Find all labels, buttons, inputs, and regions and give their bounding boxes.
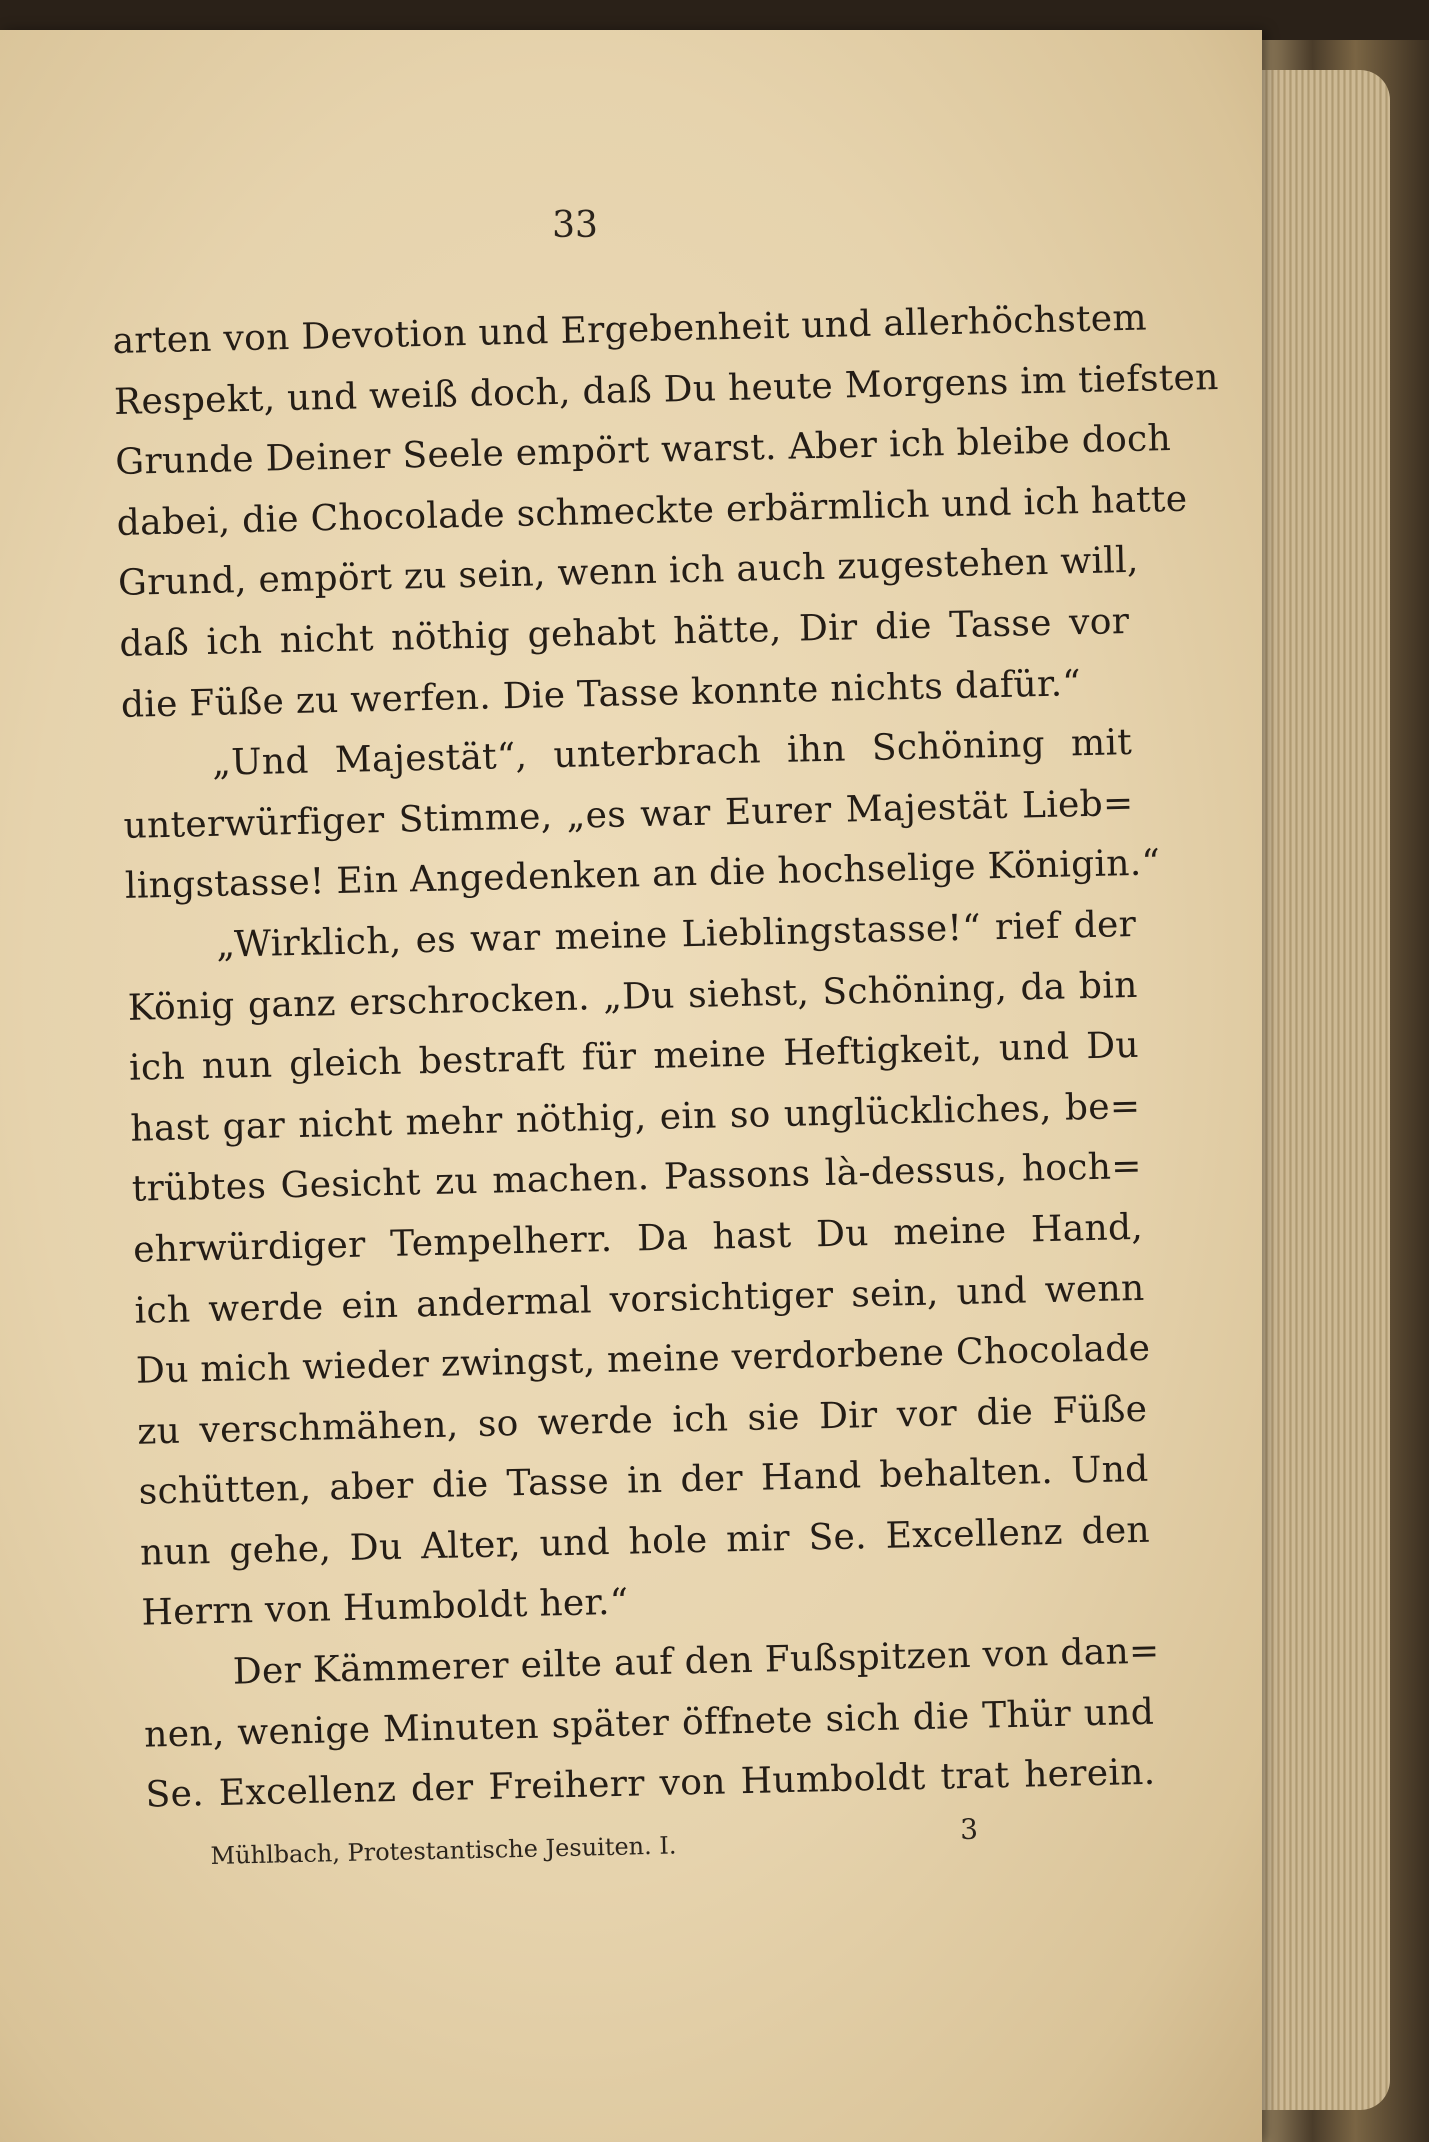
text-line: Se. Excellenz der Freiherr von Humboldt trat herein. (145, 1751, 1156, 1816)
signature-mark: 3 (959, 1812, 979, 1846)
text-line: Grunde Deiner Seele empört warst. Aber ich bleibe doch (114, 418, 1172, 484)
text-line: Der Kämmerer eilte auf den Fußspitzen von dan= (232, 1630, 1160, 1693)
text-line: nen, wenige Minuten später öffnete sich die Thür und (143, 1691, 1155, 1756)
body-text (112, 289, 1220, 1826)
text-line: die Füße zu werfen. Die Tasse konnte nichts dafür.“ (120, 662, 1082, 726)
text-line: zu verschmähen, so werde ich sie Dir vor die Füße (136, 1388, 1148, 1453)
book-page (0, 30, 1262, 2142)
text-line: Grund, empört zu sein, wenn ich auch zugestehen will, (117, 540, 1140, 605)
text-line: unterwürfiger Stimme, „es war Eurer Majestät Lieb= (123, 782, 1134, 847)
text-line: lingstasse! Ein Angedenken an die hochselige Königin.“ (124, 842, 1161, 908)
page-number: 33 (552, 205, 598, 246)
text-line: daß ich nicht nöthig gehabt hätte, Dir die Tasse vor (119, 600, 1130, 665)
text-line: „Wirklich, es war meine Lieblingstasse!“ rief der (215, 903, 1137, 966)
text-line: nun gehe, Du Alter, und hole mir Se. Excellenz den (139, 1509, 1151, 1574)
text-line: hast gar nicht mehr nöthig, ein so unglückliches, be= (130, 1085, 1141, 1150)
footer-note: Mühlbach, Protestantische Jesuiten. I. (210, 1831, 677, 1870)
text-line: dabei, die Chocolade schmeckte erbärmlich und ich hatte (116, 478, 1188, 544)
text-line: König ganz erschrocken. „Du siehst, Schöning, da bin (127, 964, 1138, 1029)
text-line: Respekt, und weiß doch, daß Du heute Morgens im tiefsten (113, 356, 1220, 423)
text-line: ich nun gleich bestraft für meine Heftigkeit, und Du (128, 1025, 1140, 1089)
page-stack-edge (1250, 70, 1390, 2110)
text-line: schütten, aber die Tasse in der Hand behalten. Und (138, 1449, 1149, 1513)
text-line: trübtes Gesicht zu machen. Passons là-dessus, hoch= (131, 1146, 1143, 1211)
text-line: arten von Devotion und Ergebenheit und allerhöchstem (112, 297, 1148, 362)
text-line: Herrn von Humboldt her.“ (141, 1582, 629, 1635)
text-line: „Und Majestät“, unterbrach ihn Schöning mit (211, 722, 1133, 784)
text-line: Du mich wieder zwingst, meine verdorbene Chocolade (135, 1327, 1151, 1392)
text-line: ehrwürdiger Tempelherr. Da hast Du meine Hand, (132, 1206, 1144, 1271)
text-line: ich werde ein andermal vorsichtiger sein, und wenn (134, 1267, 1145, 1332)
